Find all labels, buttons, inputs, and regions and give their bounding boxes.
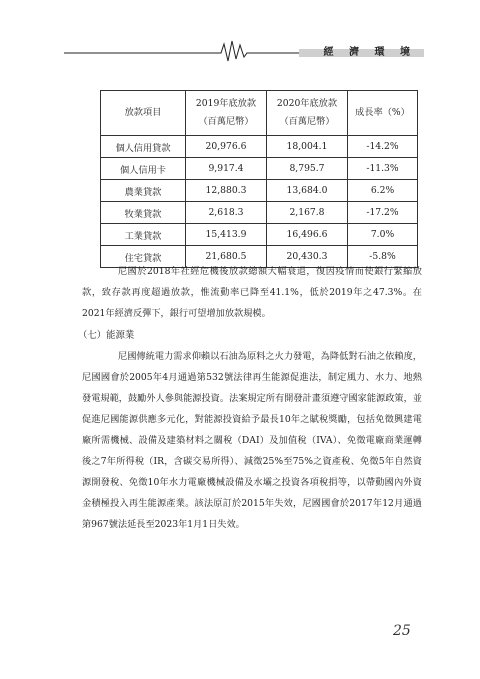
table-row (101, 224, 418, 246)
table-cell: 農業貸款 (101, 180, 186, 202)
section-heading: （七）能源業 (78, 330, 135, 341)
table-cell: 15,413.9 (186, 224, 267, 246)
loan-table (100, 90, 418, 268)
table-cell: 2,167.8 (267, 202, 348, 224)
table-cell: 8,795.7 (267, 158, 348, 180)
table-row (101, 136, 418, 158)
table-header-row (101, 91, 418, 136)
table-cell: -11.3% (348, 158, 418, 180)
table-cell: 12,880.3 (186, 180, 267, 202)
table-cell: 牧業貸款 (101, 202, 186, 224)
table-cell: 20,976.6 (186, 136, 267, 158)
table-cell: -5.8% (348, 246, 418, 268)
table-header-cell: 2020年底放款 （百萬尼幣） (267, 91, 348, 136)
paragraph-banking: 尼國於2018年社經危機後放款總額大幅衰退，復因疫情而使銀行緊縮放款，致存款再度超過放款，惟流動率已降至41.1%，低於2019年之47.3%。在2021年經濟反彈下，銀行可望增加放款規模。 (82, 266, 422, 319)
table-cell: -14.2% (348, 136, 418, 158)
table-cell: 工業貸款 (101, 224, 186, 246)
table-cell: 2,618.3 (186, 202, 267, 224)
table-header-cell: 2019年底放款 （百萬尼幣） (186, 91, 267, 136)
table-cell: 9,917.4 (186, 158, 267, 180)
table-cell: 21,680.5 (186, 246, 267, 268)
table-header-cell: 放款項目 (101, 91, 186, 136)
table-row (101, 158, 418, 180)
table-header-cell: 成長率（%） (348, 91, 418, 136)
table-cell: 16,496.6 (267, 224, 348, 246)
table-cell: 住宅貸款 (101, 246, 186, 268)
table-cell: 7.0% (348, 224, 418, 246)
table-cell: 個人信用貸款 (101, 136, 186, 158)
paragraph-energy: 尼國傳統電力需求仰賴以石油為原料之火力發電，為降低對石油之依賴度，尼國國會於2005年4月通過第532號法律再生能源促進法，制定風力、水力、地熱發電規範，鼓勵外人參與能源投資。法案規定所有開發計畫須遵守國家能源政策，並促進尼國能源供應多元化，對能源投資給予最長10年之賦稅獎勵，包括免徵興建電廠所需機械、設備及建築材料之關稅（DAI）及加值稅（IVA）、免徵電廠商業運轉後之7年所得稅（IR，含碳交易所得）、減徵25%至75%之資產稅、免徵5年自然資源開發稅、免徵10年水力電廠機械設備及水壩之投資各項稅捐等，以帶動國內外資金積極投入再生能源產業。該法原訂於2015年失效，尼國國會於2017年12月通過第967號法延長至2023年1月1日失效。 (82, 351, 422, 530)
table-cell: 13,684.0 (267, 180, 348, 202)
table-cell: 20,430.3 (267, 246, 348, 268)
page-number: 25 (393, 623, 411, 639)
page-header (64, 38, 424, 62)
table-cell: 個人信用卡 (101, 158, 186, 180)
table-row (101, 202, 418, 224)
table-row (101, 180, 418, 202)
table-cell: -17.2% (348, 202, 418, 224)
table-cell: 18,004.1 (267, 136, 348, 158)
header-title: 經 濟 環 境 (323, 47, 416, 58)
table-cell: 6.2% (348, 180, 418, 202)
